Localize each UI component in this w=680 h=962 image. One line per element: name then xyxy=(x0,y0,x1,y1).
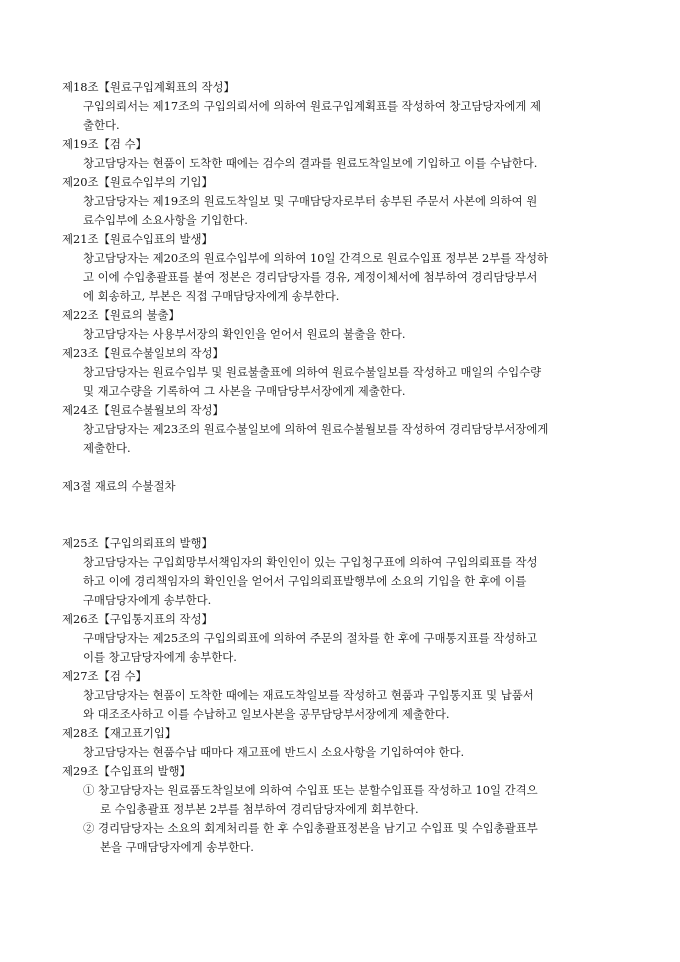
article-title: 제20조【원료수입부의 기입】 xyxy=(62,175,213,189)
item-line: 로 수입총괄표 정부본 2부를 첨부하여 경리담당자에게 회부한다. xyxy=(100,802,419,816)
article-group-b xyxy=(0,534,680,762)
article xyxy=(0,610,680,667)
article-body xyxy=(0,154,623,173)
article-body xyxy=(0,192,623,230)
article xyxy=(0,306,680,344)
numbered-item xyxy=(0,819,623,857)
article-body xyxy=(0,553,623,610)
article-title: 제23조【원료수불일보의 작성】 xyxy=(62,346,224,360)
article xyxy=(0,173,680,230)
article-title: 제28조【재고표기입】 xyxy=(62,726,177,740)
article-body xyxy=(0,249,623,306)
body-line: 창고담당자는 제20조의 원료수입부에 의하여 10일 간격으로 원료수입표 정부본 2부를 작성하 xyxy=(83,251,548,265)
item-line: ① 창고담당자는 원료품도착일보에 의하여 수입표 또는 분할수입표를 작성하고 10일 간격으 xyxy=(83,783,538,797)
body-line: 창고담당자는 제19조의 원료도착일보 및 구매담당자로부터 송부된 주문서 사본에 의하여 원 xyxy=(83,194,538,208)
body-line: 창고담당자는 사용부서장의 확인인을 얻어서 원료의 불출을 한다. xyxy=(83,327,406,341)
body-line: 창고담당자는 제23조의 원료수불일보에 의하여 원료수불월보를 작성하여 경리담당부서장에게 xyxy=(83,422,549,436)
article xyxy=(0,724,680,762)
article xyxy=(0,344,680,401)
body-line: 창고담당자는 현품이 도착한 때에는 재료도착일보를 작성하고 현품과 구입통지표 및 납품서 xyxy=(83,688,534,702)
body-line: 출한다. xyxy=(83,118,120,132)
article-title: 제25조【구입의뢰표의 발행】 xyxy=(62,536,213,550)
body-line: 고 이에 수입총괄표를 붙여 정본은 경리담당자를 경유, 계정이체서에 첨부하여 경리담당부서 xyxy=(83,270,538,284)
article-body xyxy=(0,363,623,401)
article xyxy=(0,401,680,458)
body-line: 창고담당자는 원료수입부 및 원료불출표에 의하여 원료수불일보를 작성하고 매일의 수입수량 xyxy=(83,365,542,379)
article-body xyxy=(0,325,623,344)
body-line: 창고담당자는 구입희망부서책임자의 확인인이 있는 구입청구표에 의하여 구입의뢰표를 작성 xyxy=(83,555,538,569)
article-title: 제29조【수입표의 발행】 xyxy=(62,764,191,778)
article xyxy=(0,667,680,724)
article-title: 제19조【검 수】 xyxy=(62,137,147,151)
article-body xyxy=(0,629,623,667)
article-title: 제27조【검 수】 xyxy=(62,669,147,683)
body-line: 와 대조조사하고 이를 수납하고 일보사본을 공무담당부서장에게 제출한다. xyxy=(83,707,450,721)
article-title: 제26조【구입통지표의 작성】 xyxy=(62,612,213,626)
article-body xyxy=(0,97,623,135)
body-line: 하고 이에 경리책임자의 확인인을 얻어서 구입의뢰표발행부에 소요의 기입을 한 후에 이를 xyxy=(83,574,527,588)
article-title: 제24조【원료수불월보의 작성】 xyxy=(62,403,224,417)
article-29 xyxy=(0,762,680,857)
article-group-a xyxy=(0,78,680,458)
body-line: 구매담당자는 제25조의 구입의뢰표에 의하여 주문의 절차를 한 후에 구매통지표를 작성하고 xyxy=(83,631,538,645)
body-line: 에 회송하고, 부본은 직접 구매담당자에게 송부한다. xyxy=(83,289,340,303)
section-title: 제3절 재료의 수불절차 xyxy=(62,479,176,493)
body-line: 및 재고수량을 기록하여 그 사본을 구매담당부서장에게 제출한다. xyxy=(83,384,406,398)
item-line: ② 경리담당자는 소요의 회계처리를 한 후 수입총괄표정본을 남기고 수입표 및 수입총괄표부 xyxy=(83,821,538,835)
body-line: 구매담당자에게 송부한다. xyxy=(83,593,212,607)
article-body xyxy=(0,420,623,458)
article-title: 제18조【원료구입계획표의 작성】 xyxy=(62,80,235,94)
article xyxy=(0,78,680,135)
body-line: 창고담당자는 현품이 도착한 때에는 검수의 결과를 원료도착일보에 기입하고 이를 수납한다. xyxy=(83,156,538,170)
body-line: 창고담당자는 현품수납 때마다 재고표에 반드시 소요사항을 기입하여야 한다. xyxy=(83,745,465,759)
article-body xyxy=(0,743,623,762)
body-line: 제출한다. xyxy=(83,441,131,455)
article xyxy=(0,534,680,610)
body-line: 이를 창고담당자에게 송부한다. xyxy=(83,650,237,664)
numbered-item xyxy=(0,781,623,819)
article-body xyxy=(0,686,623,724)
article-title: 제21조【원료수입표의 발생】 xyxy=(62,232,213,246)
item-line: 본을 구매담당자에게 송부한다. xyxy=(100,840,254,854)
body-line: 료수입부에 소요사항을 기입한다. xyxy=(83,213,248,227)
body-line: 구입의뢰서는 제17조의 구입의뢰서에 의하여 원료구입계획표를 작성하여 창고담당자에게 제 xyxy=(83,99,541,113)
article xyxy=(0,135,680,173)
article-title: 제22조【원료의 불출】 xyxy=(62,308,180,322)
article xyxy=(0,230,680,306)
